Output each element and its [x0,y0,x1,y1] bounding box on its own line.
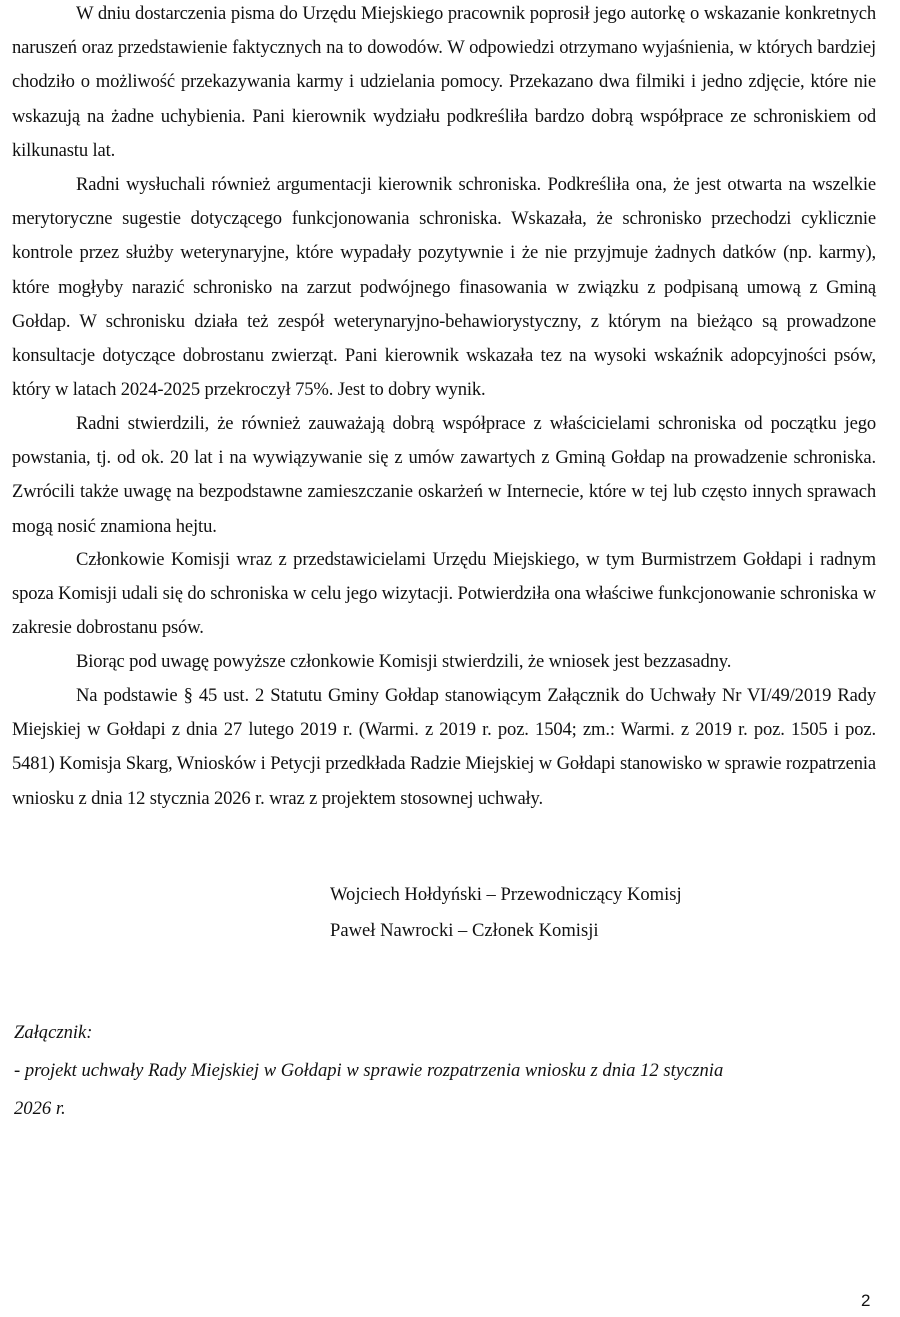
paragraph-shelter-manager-arguments: Radni wysłuchali również argumentacji kierownik schroniska. Podkreśliła ona, że jest otwarta na wszelkie merytoryczne sugestie dotyczącego funkcjonowania schroniska. Wskazała, że schronisko przechodzi cyklicznie kontrole przez służby weterynaryjne, które wypadały pozytywnie i że nie przyjmuje żadnych datków (np. karmy), które mogłyby narazić schronisko na zarzut podwójnego finasowania w związku z podpisaną umową z Gminą Gołdap. W schronisku działa też zespół weterynaryjno-behawiorystyczny, z którym na bieżąco są prowadzone konsultacje dotyczące dobrostanu zwierząt. Pani kierownik wskazała tez na wysoki wskaźnik adopcyjności psów, który w latach 2024-2025 przekroczył 75%. Jest to dobry wynik. [12,174,876,401]
attachment-item: - projekt uchwały Rady Miejskiej w Gołdapi w sprawie rozpatrzenia wniosku z dnia 12 stycznia [14,1060,724,1081]
signature-chairman: Wojciech Hołdyński – Przewodniczący Komisj [330,884,682,905]
attachment-section [14,1014,774,1128]
paragraph-conclusion: Biorąc pod uwagę powyższe członkowie Komisji stwierdzili, że wniosek jest bezzasadny. [76,651,732,672]
attachment-item-continuation: 2026 r. [14,1098,66,1119]
paragraph-legal-basis: Na podstawie § 45 ust. 2 Statutu Gminy Gołdap stanowiącym Załącznik do Uchwały Nr VI/49/2019 Rady Miejskiej w Gołdapi z dnia 27 lutego 2019 r. (Warmi. z 2019 r. poz. 1504; zm.: Warmi. z 2019 r. poz. 1505 i poz. 5481) Komisja Skarg, Wniosków i Petycji przedkłada Radzie Miejskiej w Gołdapi stanowisko w sprawie rozpatrzenia wniosku z dnia 12 stycznia 2026 r. wraz z projektem stosownej uchwały. [12,685,876,809]
attachment-heading: Załącznik: [14,1022,93,1043]
page-number: 2 [861,1291,871,1310]
signature-block [330,877,682,949]
paragraph-document-submission: W dniu dostarczenia pisma do Urzędu Miejskiego pracownik poprosił jego autorkę o wskazanie konkretnych naruszeń oraz przedstawienie faktycznych na to dowodów. W odpowiedzi otrzymano wyjaśnienia, w których bardziej chodziło o możliwość przekazywania karmy i udzielania pomocy. Przekazano dwa filmiki i jedno zdjęcie, które nie wskazują na żadne uchybienia. Pani kierownik wydziału podkreśliła bardzo dobrą współprace ze schroniskiem od kilkunastu lat. [12,3,876,161]
paragraph-committee-visit: Członkowie Komisji wraz z przedstawicielami Urzędu Miejskiego, w tym Burmistrzem Gołdapi i radnym spoza Komisji udali się do schroniska w celu jego wizytacji. Potwierdziła ona właściwe funkcjonowanie schroniska w zakresie dobrostanu psów. [12,549,876,639]
signature-member: Paweł Nawrocki – Członek Komisji [330,920,599,941]
paragraph-councillors-findings: Radni stwierdzili, że również zauważają dobrą współprace z właścicielami schroniska od początku jego powstania, tj. od ok. 20 lat i na wywiązywanie się z umów zawartych z Gminą Gołdap na prowadzenie schroniska. Zwrócili także uwagę na bezpodstawne zamieszczanie oskarżeń w Internecie, które w tej lub często innych sprawach mogą nosić znamiona hejtu. [12,413,876,537]
